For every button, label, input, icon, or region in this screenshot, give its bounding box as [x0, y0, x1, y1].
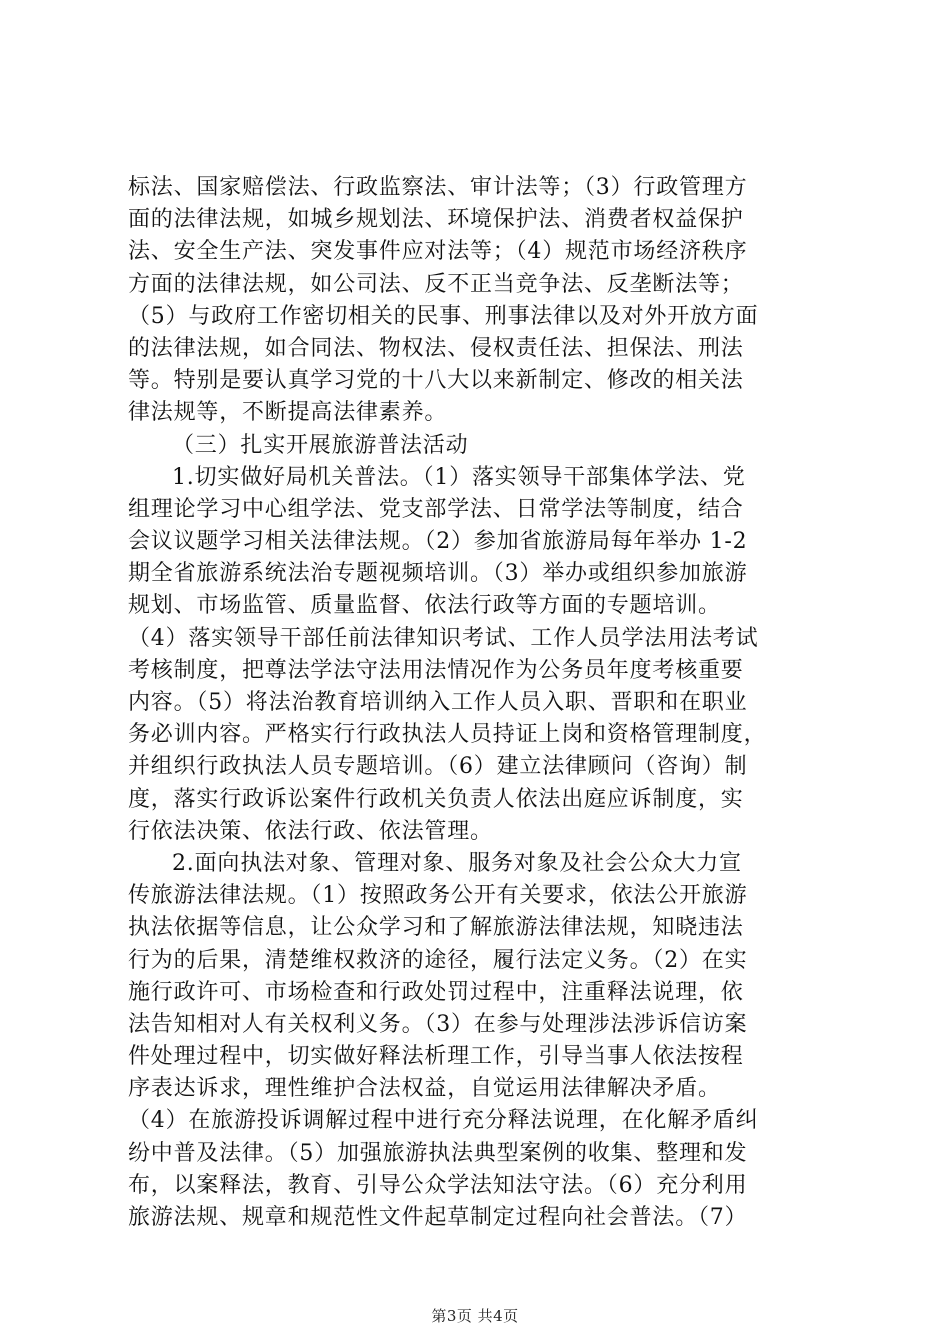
text-line: 面的法律法规，如城乡规划法、环境保护法、消费者权益保护 [128, 207, 744, 233]
text-line: 法、安全生产法、突发事件应对法等；（4）规范市场经济秩序 [128, 239, 748, 265]
text-line: 务必训内容。严格实行行政执法人员持证上岗和资格管理制度， [128, 722, 767, 748]
text-line: 等。特别是要认真学习党的十八大以来新制定、修改的相关法 [128, 368, 744, 394]
text-line: 标法、国家赔偿法、行政监察法、审计法等；（3）行政管理方 [128, 175, 748, 200]
text-line: 度，落实行政诉讼案件行政机关负责人依法出庭应诉制度，实 [128, 786, 744, 812]
text-line: 1.切实做好局机关普法。（1）落实领导干部集体学法、党 [172, 464, 746, 490]
text-line: 行为的后果，清楚维权救济的途径，履行法定义务。（2）在实 [128, 947, 748, 973]
text-line: 方面的法律法规，如公司法、反不正当竞争法、反垄断法等； [128, 271, 744, 297]
text-line: （4）落实领导干部任前法律知识考试、工作人员学法用法考试 [128, 625, 759, 651]
text-line: 传旅游法律法规。（1）按照政务公开有关要求，依法公开旅游 [128, 883, 748, 909]
text-line: 并组织行政执法人员专题培训。（6）建立法律顾问（咨询）制 [128, 754, 748, 780]
text-line: （4）在旅游投诉调解过程中进行充分释法说理，在化解矛盾纠 [128, 1108, 759, 1134]
text-line: 执法依据等信息，让公众学习和了解旅游法律法规，知晓违法 [128, 915, 744, 941]
text-line: 序表达诉求，理性维护合法权益，自觉运用法律解决矛盾。 [128, 1076, 721, 1102]
text-line: 施行政许可、市场检查和行政处罚过程中，注重释法说理，依 [128, 979, 744, 1005]
section-heading: （三）扎实开展旅游普法活动 [172, 432, 469, 458]
text-line: 规划、市场监管、质量监督、依法行政等方面的专题培训。 [128, 593, 721, 619]
text-line: 纷中普及法律。（5）加强旅游执法典型案例的收集、整理和发 [128, 1140, 748, 1166]
text-line: 法告知相对人有关权利义务。（3）在参与处理涉法涉诉信访案 [128, 1011, 748, 1037]
text-line: 内容。（5）将法治教育培训纳入工作人员入职、晋职和在职业 [128, 690, 748, 715]
text-line: 2.面向执法对象、管理对象、服务对象及社会公众大力宣 [172, 850, 742, 876]
text-line: 会议议题学习相关法律法规。（2）参加省旅游局每年举办 1-2 [128, 529, 748, 555]
text-line: 旅游法规、规章和规范性文件起草制定过程向社会普法。（7） [128, 1205, 748, 1230]
page-number-footer: 第3页 共4页 [431, 1307, 519, 1325]
text-line: 行依法决策、依法行政、依法管理。 [128, 818, 493, 844]
document-body [128, 172, 828, 1234]
text-line: 律法规等，不断提高法律素养。 [128, 400, 448, 426]
text-line: 组理论学习中心组学法、党支部学法、日常学法等制度，结合 [128, 496, 744, 522]
text-line: 考核制度，把尊法学法守法用法情况作为公务员年度考核重要 [128, 657, 744, 683]
text-line: 件处理过程中，切实做好释法析理工作，引导当事人依法按程 [128, 1044, 744, 1070]
text-line: 的法律法规，如合同法、物权法、侵权责任法、担保法、刑法 [128, 335, 744, 361]
text-line: 期全省旅游系统法治专题视频培训。（3）举办或组织参加旅游 [128, 561, 748, 587]
text-line: （5）与政府工作密切相关的民事、刑事法律以及对外开放方面 [128, 303, 759, 329]
text-line: 布，以案释法，教育、引导公众学法知法守法。（6）充分利用 [128, 1172, 748, 1198]
